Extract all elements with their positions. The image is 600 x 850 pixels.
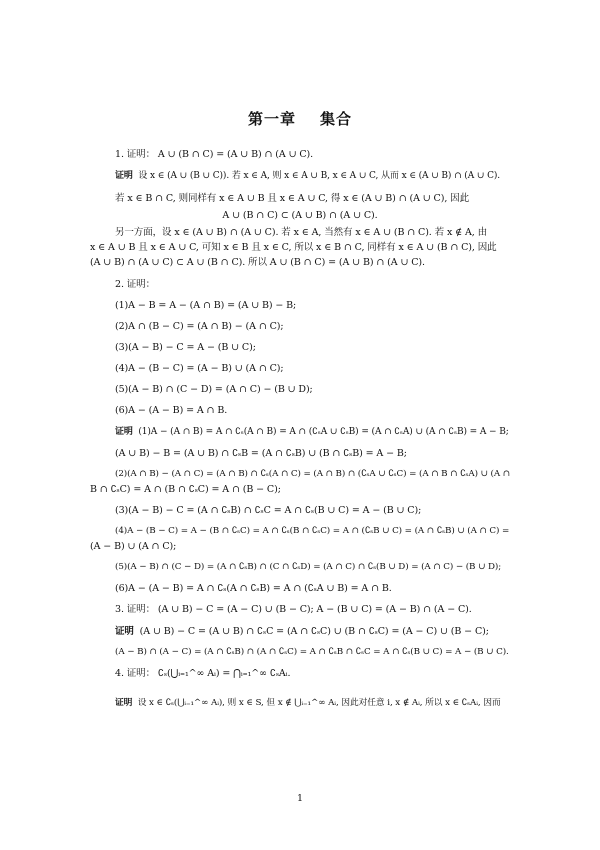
identity-item: (6)A − (A − B) = A ∩ B. <box>115 405 228 416</box>
proof-1-line: (A ∪ B) ∩ (A ∪ C) ⊂ A ∪ (B ∩ C). 所以 A ∪ (B ∩ C) = (A ∪ B) ∩ (A ∪ C). <box>90 257 425 268</box>
proof-label: 证明 <box>115 698 133 708</box>
identity-item: (5)(A − B) ∩ (C − D) = (A ∩ C) − (B ∪ D); <box>115 384 313 395</box>
proof-2-line: (A ∪ B) − B = (A ∪ B) ∩ ∁ₛB = (A ∩ ∁ₛB) ∪ (B ∩ ∁ₛB) = A − B; <box>115 448 407 459</box>
proof-1-line: 若 x ∈ B ∩ C, 则同样有 x ∈ A ∪ B 且 x ∈ A ∪ C, 得 x ∈ (A ∪ B) ∩ (A ∪ C), 因此 <box>115 193 469 204</box>
chapter-title: 集合 <box>320 110 353 128</box>
proof-2-line: (5)(A − B) ∩ (C − D) = (A ∩ ∁ₛB) ∩ (C ∩ ∁ₛD) = (A ∩ C) ∩ ∁ₛ(B ∪ D) = (A ∩ C) − (B ∪ D); <box>115 562 502 572</box>
identity-item: (2)A ∩ (B − C) = (A ∩ B) − (A ∩ C); <box>115 321 284 332</box>
proof-label: 证明 <box>115 171 133 181</box>
identity-item: (3)(A − B) − C = A − (B ∪ C); <box>115 342 256 353</box>
problem-4-statement: 4. 证明： ∁ₛ(⋃ᵢ₌₁^∞ Aᵢ) = ⋂ᵢ₌₁^∞ ∁ₛAᵢ. <box>115 668 291 679</box>
proof-label: 证明 <box>115 427 133 437</box>
chapter-number: 第一章 <box>247 110 296 128</box>
chapter-heading <box>0 108 600 129</box>
proof-2-line: (A − B) ∪ (A ∩ C); <box>90 541 177 552</box>
problem-3-statement: 3. 证明： (A ∪ B) − C = (A − C) ∪ (B − C); A − (B ∪ C) = (A − B) ∩ (A − C). <box>115 604 472 615</box>
proof-1-line: 另一方面，设 x ∈ (A ∪ B) ∩ (A ∪ C). 若 x ∈ A, 当然有 x ∈ A ∪ (B ∩ C). 若 x ∉ A, 由 <box>115 227 487 238</box>
identity-item: (1)A − B = A − (A ∩ B) = (A ∪ B) − B; <box>115 300 297 311</box>
proof-3-line: 证明 (A ∪ B) − C = (A ∪ B) ∩ ∁ₛC = (A ∩ ∁ₛC) ∪ (B ∩ ∁ₛC) = (A − C) ∪ (B − C); <box>115 626 489 637</box>
proof-2-line: (2)(A ∩ B) − (A ∩ C) = (A ∩ B) ∩ ∁ₛ(A ∩ C) = (A ∩ B) ∩ (∁ₛA ∪ ∁ₛC) = (A ∩ B ∩ ∁ₛA) ∪ (A ∩ <box>115 469 510 479</box>
proof-4-line: 证明 设 x ∈ ∁ₛ(⋃ᵢ₌₁^∞ Aᵢ), 则 x ∈ S, 但 x ∉ ⋃ᵢ₌₁^∞ Aᵢ, 因此对任意 i, x ∉ Aᵢ, 所以 x ∈ ∁ₛAᵢ, 因而 <box>115 698 501 708</box>
proof-2-line: (3)(A − B) − C = (A ∩ ∁ₛB) ∩ ∁ₛC = A ∩ ∁ₛ(B ∪ C) = A − (B ∪ C); <box>115 505 422 516</box>
proof-2-line: 证明 (1)A − (A ∩ B) = A ∩ ∁ₛ(A ∩ B) = A ∩ (∁ₛA ∪ ∁ₛB) = (A ∩ ∁ₛA) ∪ (A ∩ ∁ₛB) = A − B; <box>115 427 509 437</box>
proof-1-line: 证明 设 x ∈ (A ∪ (B ∪ C)). 若 x ∈ A, 则 x ∈ A ∪ B, x ∈ A ∪ C, 从而 x ∈ (A ∪ B) ∩ (A ∪ C). <box>115 171 501 181</box>
proof-2-line: B ∩ ∁ₛC) = A ∩ (B ∩ ∁ₛC) = A ∩ (B − C); <box>90 484 281 495</box>
problem-2-statement: 2. 证明： <box>115 279 155 290</box>
problem-1-statement: 1. 证明： A ∪ (B ∩ C) = (A ∪ B) ∩ (A ∪ C). <box>115 149 314 160</box>
page-number: 1 <box>296 793 304 804</box>
identity-item: (4)A − (B − C) = (A − B) ∪ (A ∩ C); <box>115 363 284 374</box>
proof-2-line: (4)A − (B − C) = A − (B ∩ ∁ₛC) = A ∩ ∁ₛ(B ∩ ∁ₛC) = A ∩ (∁ₛB ∪ C) = (A ∩ ∁ₛB) ∪ (A ∩ C) = <box>115 526 510 536</box>
proof-1-display: A ∪ (B ∩ C) ⊂ (A ∪ B) ∩ (A ∪ C). <box>222 210 378 221</box>
proof-label: 证明 <box>115 626 134 637</box>
proof-3-line: (A − B) ∩ (A − C) = (A ∩ ∁ₛB) ∩ (A ∩ ∁ₛC) = A ∩ ∁ₛB ∩ ∁ₛC = A ∩ ∁ₛ(B ∪ C) = A − (B ∪ C). <box>115 647 509 657</box>
proof-1-line: x ∈ A ∪ B 且 x ∈ A ∪ C, 可知 x ∈ B 且 x ∈ C, 所以 x ∈ B ∩ C, 同样有 x ∈ A ∪ (B ∩ C), 因此 <box>90 242 497 253</box>
proof-2-line: (6)A − (A − B) = A ∩ ∁ₛ(A ∩ ∁ₛB) = A ∩ (∁ₛA ∪ B) = A ∩ B. <box>115 583 392 594</box>
